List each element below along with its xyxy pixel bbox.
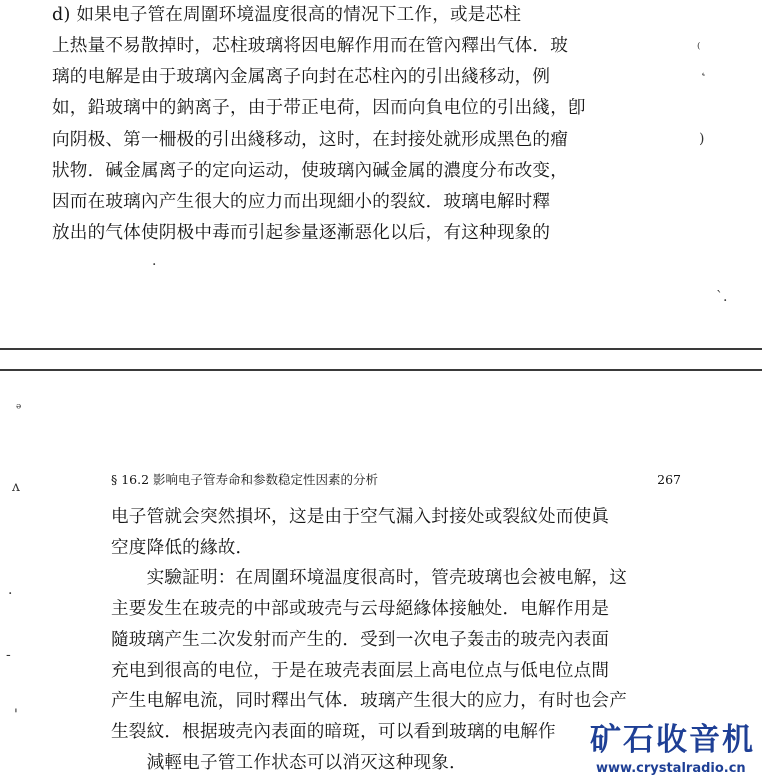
top-page-fragment xyxy=(0,0,762,348)
scan-speck: ˛ xyxy=(700,61,707,77)
scan-speck: ᵊ xyxy=(16,401,22,417)
scan-speck: ) xyxy=(699,131,705,147)
scan-speck: ʌ xyxy=(12,479,20,495)
scan-speck: - xyxy=(6,647,11,663)
text-line: 产生电解电流，同时釋出气体．玻璃产生很大的应力，有时也会产 xyxy=(111,691,628,711)
section-heading: § 16.2 影响电子管寿命和参数稳定性因素的分析 xyxy=(111,472,379,487)
text-line: 減輕电子管工作状态可以消灭这种现象． xyxy=(111,753,467,773)
text-line: 主要发生在玻壳的中部或玻壳与云母絕緣体接触处．电解作用是 xyxy=(111,599,610,619)
text-line: 如，鉛玻璃中的鈉离子，由于带正电荷，因而向負电位的引出綫，卽 xyxy=(52,98,586,118)
text-line: 生裂紋．根据玻壳內表面的暗斑，可以看到玻璃的电解作 xyxy=(111,722,556,742)
text-line: 狀物．碱金属离子的定向运动，使玻璃內碱金属的濃度分布改变， xyxy=(52,161,569,181)
scan-speck: ⁽ xyxy=(697,41,701,57)
scan-speck: ' xyxy=(14,707,18,723)
watermark-url: www.crystalradio.cn xyxy=(596,761,746,776)
text-line: 充电到很高的电位，于是在玻壳表面层上高电位点与低电位点間 xyxy=(111,661,610,681)
scan-speck: · xyxy=(152,257,157,273)
text-line: 空度降低的緣故． xyxy=(111,538,254,558)
text-line: 电子管就会突然損坏，这是由于空气漏入封接处或裂紋处而使眞 xyxy=(111,507,610,527)
page-divider xyxy=(0,348,762,350)
watermark-title: 矿石收音机 xyxy=(590,722,755,758)
scan-speck: · xyxy=(8,586,13,602)
text-line: 璃的电解是由于玻璃內金属离子向封在芯柱內的引出綫移动，例 xyxy=(52,67,551,87)
text-line: 因而在玻璃內产生很大的应力而出现細小的裂紋．玻璃电解时釋 xyxy=(52,192,551,212)
text-line: 放出的气体使阴极中毒而引起参量逐漸惡化以后，有这种现象的 xyxy=(52,223,551,243)
site-watermark xyxy=(590,722,760,780)
text-line: 向阴极、第一柵极的引出綫移动，这时，在封接处就形成黑色的瘤 xyxy=(52,130,569,150)
scan-speck: ˋ. xyxy=(716,289,728,305)
text-line: d) 如果电子管在周圍环境温度很高的情况下工作，或是芯柱 xyxy=(52,5,522,25)
text-line: 实驗証明：在周圍环境温度很高时，管壳玻璃也会被电解，这 xyxy=(111,568,628,588)
text-line: 上热量不易散掉时，芯柱玻璃将因电解作用而在管內釋出气体．玻 xyxy=(52,36,569,56)
running-head xyxy=(111,470,681,490)
page-number: 267 xyxy=(657,472,681,487)
page-divider xyxy=(0,369,762,371)
text-line: 隨玻璃产生二次发射而产生的．受到一次电子轰击的玻壳內表面 xyxy=(111,630,610,650)
